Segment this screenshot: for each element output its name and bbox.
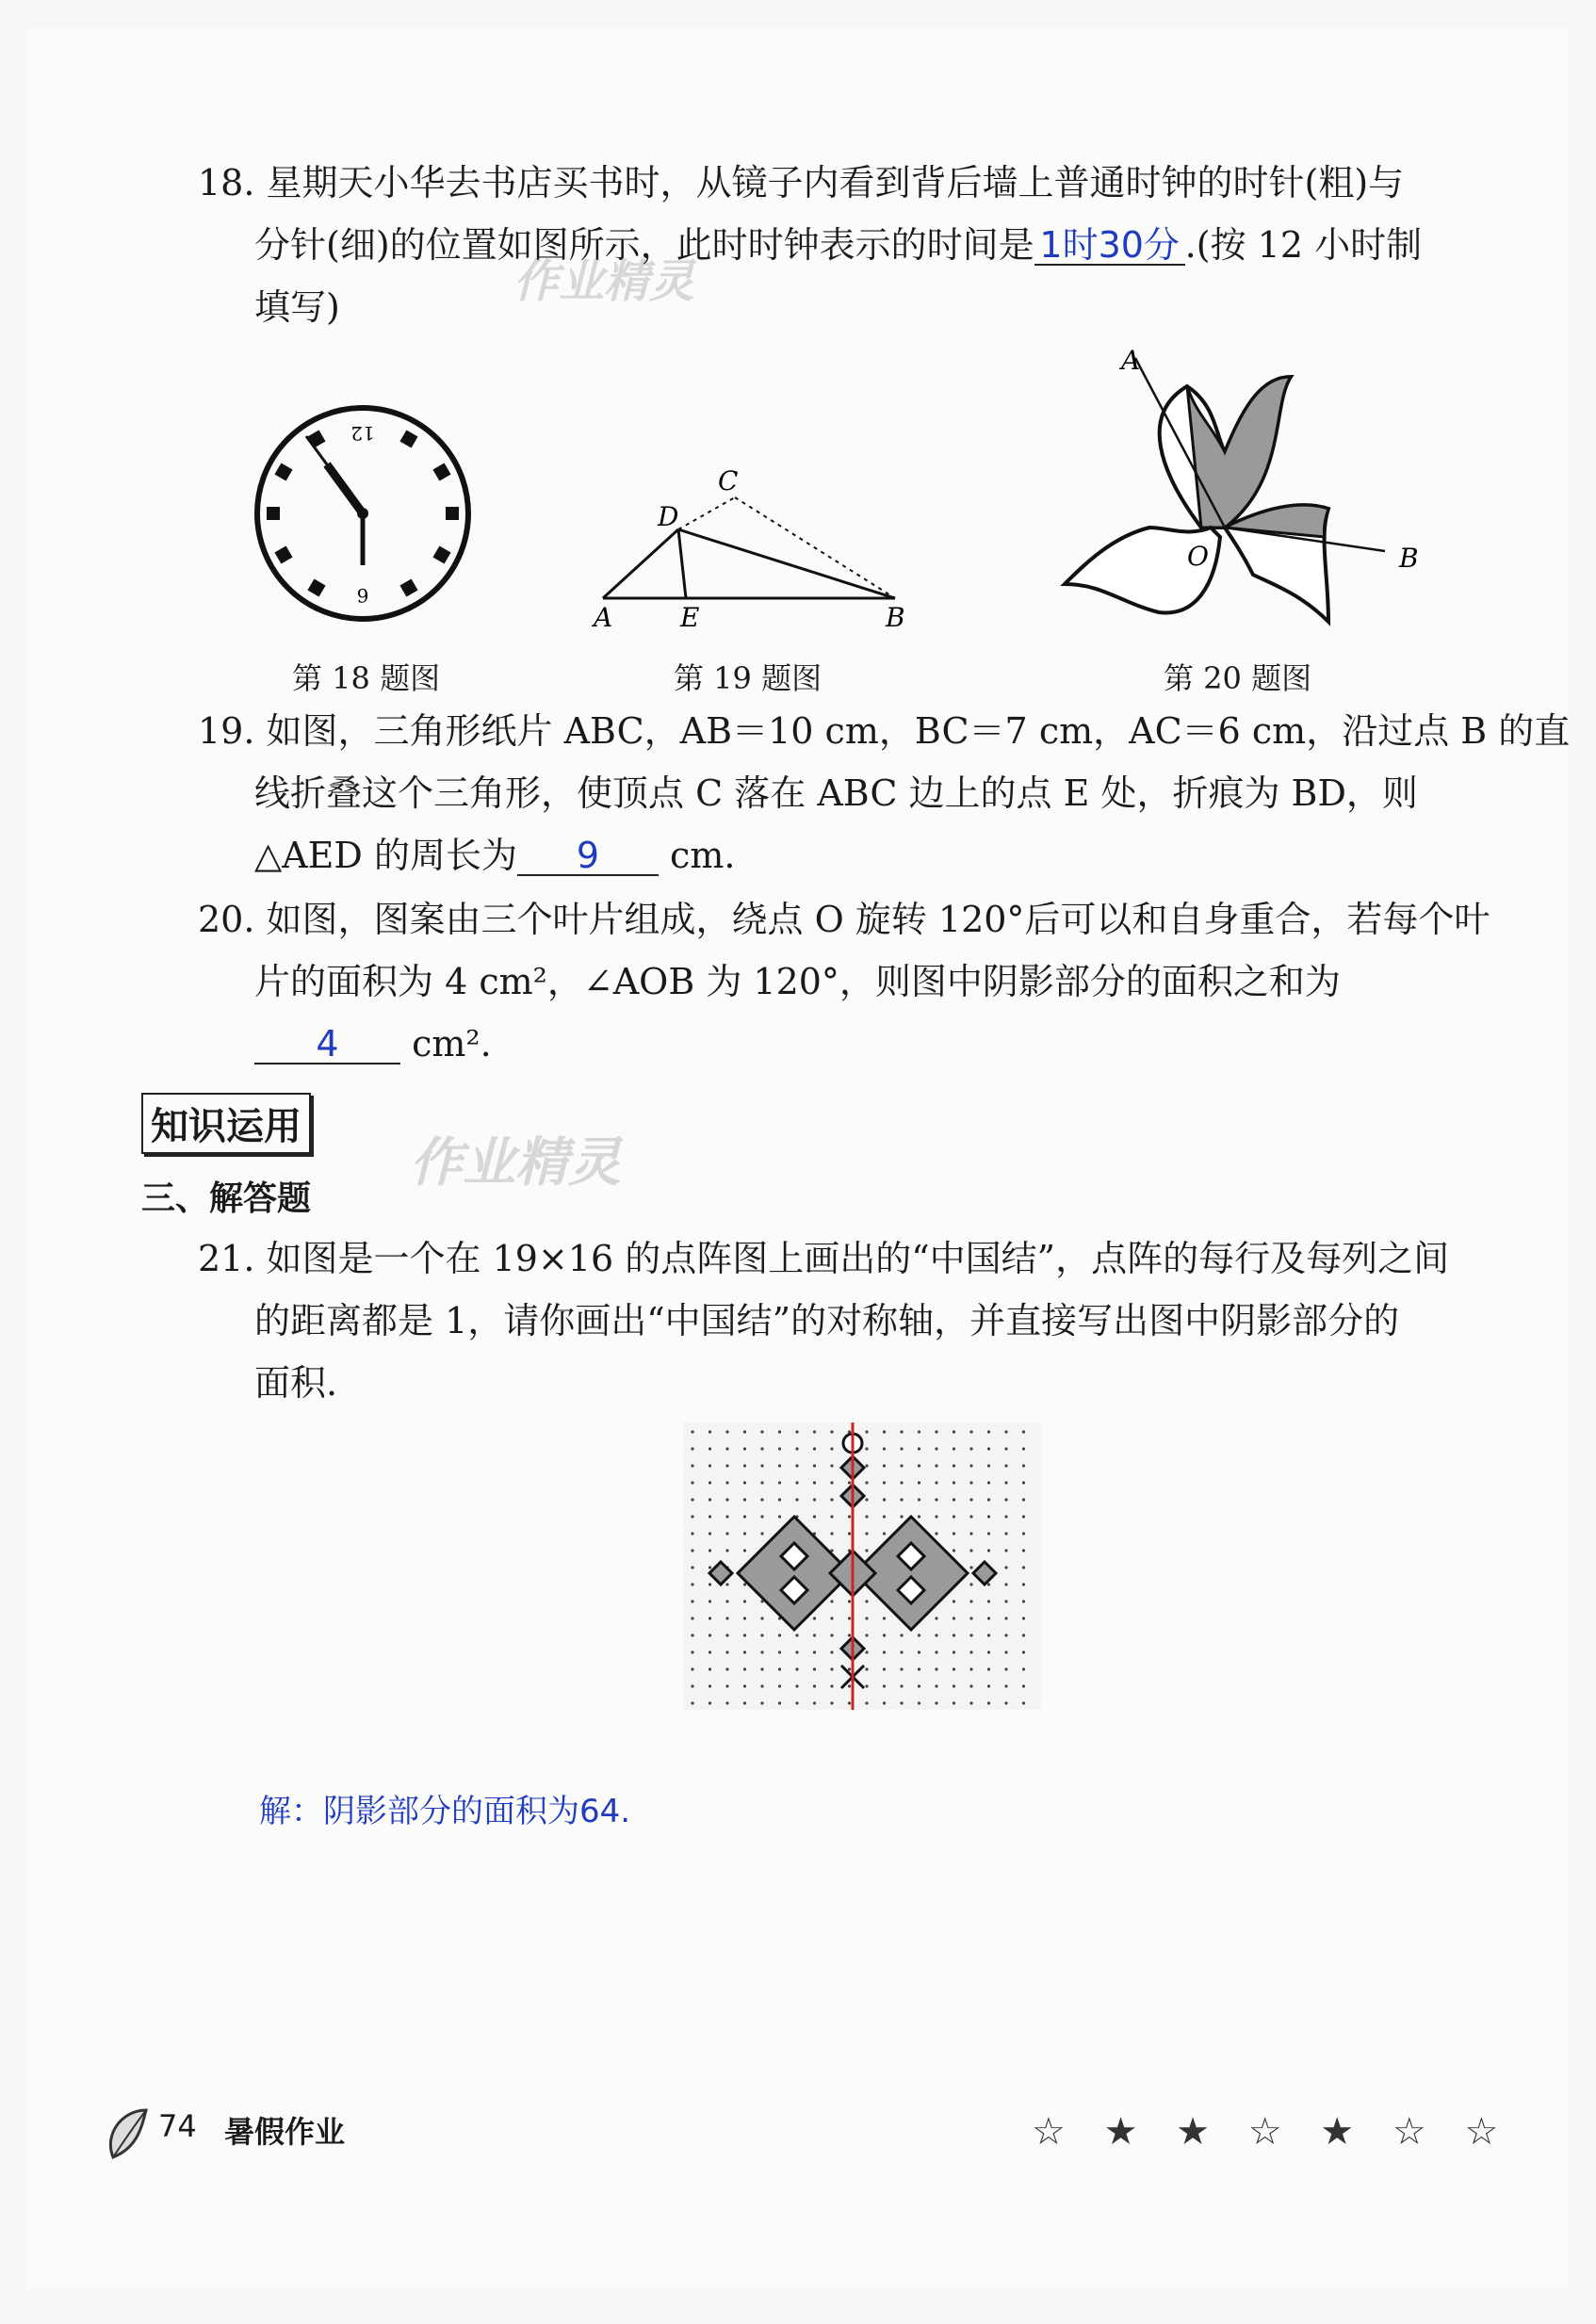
figure-19-triangle: [575, 443, 923, 641]
q18-answer-blank: 1时30分: [1034, 226, 1185, 266]
tri-label-d: D: [658, 501, 679, 532]
watermark-top: 作业精灵: [513, 255, 695, 308]
q20-line3-after: cm².: [400, 1023, 492, 1064]
caption-19: 第 19 题图: [674, 660, 822, 696]
q18-line3: 填写): [254, 286, 340, 328]
q21-line1: 21. 如图是一个在 19×16 的点阵图上画出的“中国结”，点阵的每行及每列之间: [198, 1238, 1450, 1279]
q19-line3-text: △AED 的周长为: [254, 835, 517, 876]
q21-line2: 的距离都是 1，请你画出“中国结”的对称轴，并直接写出图中阴影部分的: [254, 1300, 1400, 1341]
figure-20-leaves: [1046, 349, 1441, 631]
q19-line3: [254, 833, 735, 878]
tri-label-e: E: [680, 602, 700, 633]
caption-20: 第 20 题图: [1164, 660, 1312, 696]
clock-label-top: 12: [350, 422, 375, 445]
tri-label-b: B: [886, 602, 905, 633]
section-title: 知识运用: [141, 1093, 311, 1154]
tri-label-c: C: [718, 465, 739, 496]
figure-18-clock: [250, 400, 476, 626]
q18-line2-text: 分针(细)的位置如图所示，此时时钟表示的时间是: [254, 224, 1034, 266]
caption-18: 第 18 题图: [292, 660, 441, 696]
footer-stars: ☆ ★ ★ ☆ ★ ☆ ☆: [1032, 2110, 1512, 2153]
solution-text: 解：阴影部分的面积为64.: [259, 1793, 631, 1830]
clock-minute-hand: [306, 436, 363, 513]
q20-line3: [254, 1021, 492, 1066]
leaf-label-a: A: [1121, 349, 1141, 376]
q18-line1: 18. 星期天小华去书店买书时，从镜子内看到背后墙上普通时钟的时针(粗)与: [198, 162, 1405, 203]
q20-line2: 片的面积为 4 cm²，∠AOB 为 120°，则图中阴影部分的面积之和为: [254, 961, 1341, 1002]
q20-answer-blank: 4: [254, 1025, 400, 1064]
leaf-label-o: O: [1187, 541, 1209, 572]
q19-line2: 线折叠这个三角形，使顶点 C 落在 ABC 边上的点 E 处，折痕为 BD，则: [254, 772, 1418, 814]
q19-line3-after: cm.: [658, 835, 736, 876]
footer-leaf-icon: [104, 2105, 153, 2170]
q19-line1: 19. 如图，三角形纸片 ABC，AB＝10 cm，BC＝7 cm，AC＝6 cm，沿过点 B 的直: [198, 710, 1571, 752]
figure-21-chinese-knot: [683, 1422, 1041, 1710]
q21-line3: 面积.: [254, 1362, 338, 1404]
q19-answer-blank: 9: [517, 837, 659, 876]
page-number: 74: [158, 2108, 197, 2144]
leaf-label-b: B: [1399, 543, 1419, 574]
footer-title: 暑假作业: [224, 2114, 346, 2150]
watermark: 作业精灵: [410, 1132, 621, 1194]
clock-label-bottom: 6: [356, 584, 369, 607]
q18-line2: [254, 222, 1422, 268]
tri-label-a: A: [594, 602, 613, 633]
q18-line2-after: .(按 12 小时制: [1184, 224, 1423, 266]
part-heading: 三、解答题: [141, 1179, 312, 1218]
q20-line1: 20. 如图，图案由三个叶片组成，绕点 O 旋转 120°后可以和自身重合，若每个叶: [198, 899, 1490, 940]
